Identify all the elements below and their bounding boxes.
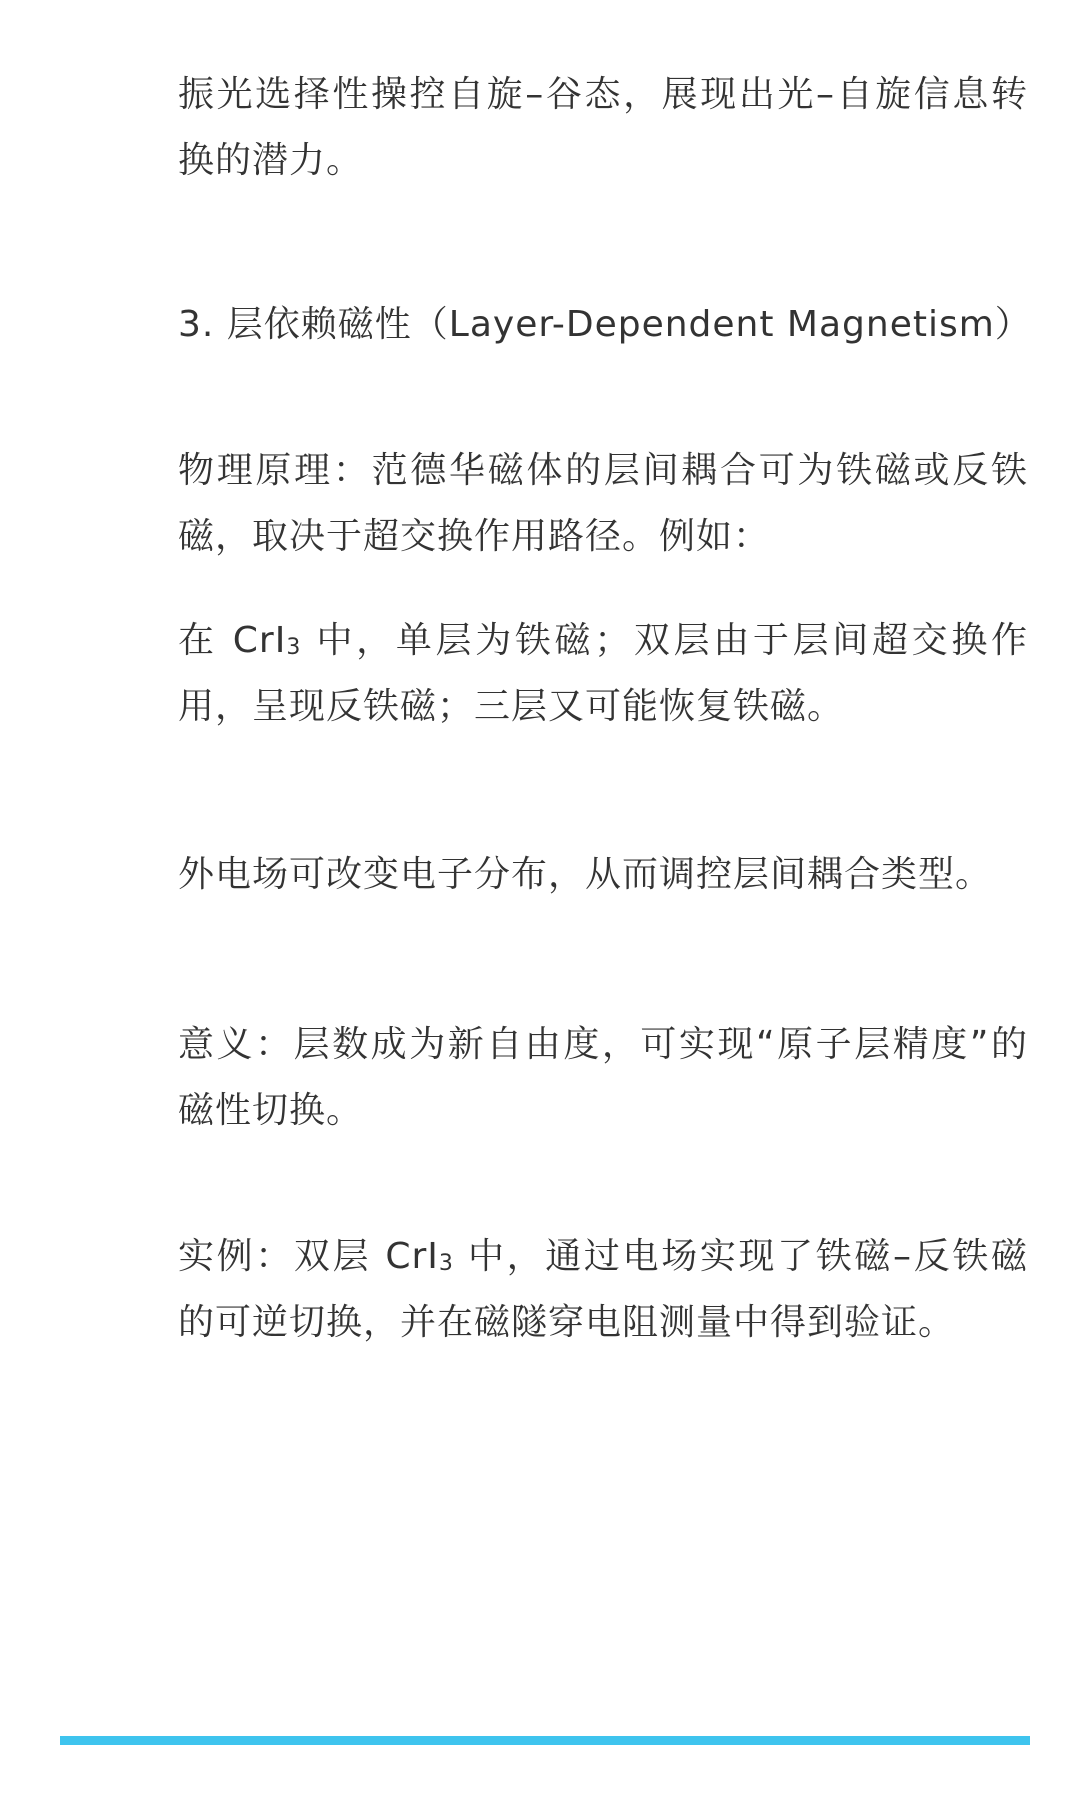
paragraph-cri3-layers xyxy=(178,608,1028,740)
section-heading-layer-dependent-magnetism: 3. 层依赖磁性（Layer-Dependent Magnetism） xyxy=(178,304,1032,345)
text-segment: 中，单层为铁磁；双层由于层间超交换作用，呈现反铁磁；三层又可能恢复铁磁。 xyxy=(178,620,1028,727)
text-segment: 实例：双层 CrI xyxy=(178,1236,439,1277)
section-divider xyxy=(60,1736,1030,1745)
subscript: 3 xyxy=(286,635,302,660)
article-body xyxy=(178,52,1032,1356)
paragraph-significance: 意义：层数成为新自由度，可实现“原子层精度”的磁性切换。 xyxy=(178,1024,1028,1131)
paragraph-example xyxy=(178,1224,1028,1356)
paragraph-physical-principle: 物理原理：范德华磁体的层间耦合可为铁磁或反铁磁，取决于超交换作用路径。例如： xyxy=(178,450,1028,557)
paragraph-electric-field: 外电场可改变电子分布，从而调控层间耦合类型。 xyxy=(178,854,993,895)
subscript: 3 xyxy=(438,1251,454,1276)
text-segment: 中，通过电场实现了铁磁–反铁磁的可逆切换，并在磁隧穿电阻测量中得到验证。 xyxy=(178,1236,1028,1343)
text-segment: 在 CrI xyxy=(178,620,287,661)
paragraph-spin-valley: 振光选择性操控自旋–谷态，展现出光–自旋信息转换的潜力。 xyxy=(178,74,1028,181)
